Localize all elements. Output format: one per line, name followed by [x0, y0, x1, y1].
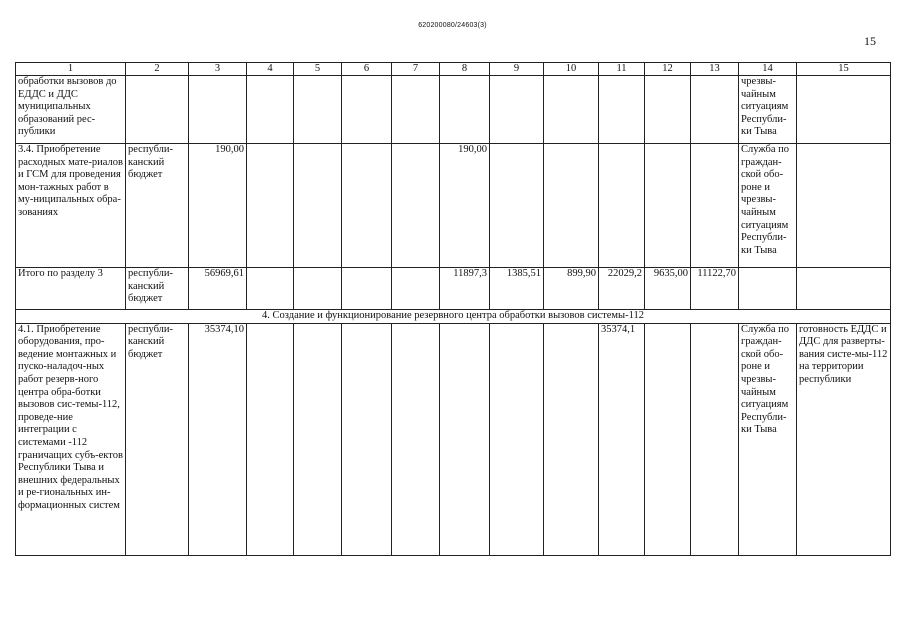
column-header: 12 [645, 63, 691, 76]
empty-cell [247, 144, 294, 268]
empty-cell [342, 323, 392, 555]
document-id: 620200080/24603(3) [418, 22, 487, 29]
amount-cell: 11122,70 [691, 268, 739, 310]
measure-cell: обработки вызовов до ЕДДС и ДДС муниципальных образований рес-публики [16, 76, 126, 144]
empty-cell [490, 323, 544, 555]
empty-cell [797, 268, 891, 310]
empty-cell [691, 76, 739, 144]
executor-cell: Служба по граждан-ской обо-роне и чрезвы-чайным ситуациям Республи-ки Тыва [739, 144, 797, 268]
amount-cell: 1385,51 [490, 268, 544, 310]
amount-cell: 35374,10 [189, 323, 247, 555]
column-header: 7 [392, 63, 440, 76]
column-header: 6 [342, 63, 392, 76]
empty-cell [691, 323, 739, 555]
empty-cell [392, 268, 440, 310]
empty-cell [126, 76, 189, 144]
empty-cell [247, 76, 294, 144]
empty-cell [392, 144, 440, 268]
empty-cell [797, 76, 891, 144]
measure-cell: 3.4. Приобретение расходных мате-риалов и ГСМ для проведения мон-тажных работ в му-ниципальных обра-зованиях [16, 144, 126, 268]
empty-cell [544, 144, 599, 268]
empty-cell [342, 144, 392, 268]
table-row [16, 323, 891, 555]
empty-cell [739, 268, 797, 310]
empty-cell [490, 76, 544, 144]
funding-source-cell: республи-канский бюджет [126, 323, 189, 555]
empty-cell [645, 323, 691, 555]
column-header: 13 [691, 63, 739, 76]
column-header: 14 [739, 63, 797, 76]
empty-cell [440, 76, 490, 144]
column-header: 8 [440, 63, 490, 76]
empty-cell [392, 323, 440, 555]
amount-cell: 899,90 [544, 268, 599, 310]
executor-cell: чрезвы-чайным ситуациям Республи-ки Тыва [739, 76, 797, 144]
total-label-cell: Итого по разделу 3 [16, 268, 126, 310]
empty-cell [294, 268, 342, 310]
column-header: 11 [599, 63, 645, 76]
amount-cell: 56969,61 [189, 268, 247, 310]
budget-table [15, 62, 891, 556]
empty-cell [544, 76, 599, 144]
column-header: 4 [247, 63, 294, 76]
column-header: 9 [490, 63, 544, 76]
empty-cell [342, 268, 392, 310]
empty-cell [294, 76, 342, 144]
amount-cell: 9635,00 [645, 268, 691, 310]
section-title: 4. Создание и функционирование резервного центра обработки вызовов системы-112 [16, 310, 891, 324]
empty-cell [797, 144, 891, 268]
result-cell: готовность ЕДДС и ДДС для разверты-вания систе-мы-112 на территории республики [797, 323, 891, 555]
amount-cell: 11897,3 [440, 268, 490, 310]
measure-cell: 4.1. Приобретение оборудования, про-ведение монтажных и пуско-наладоч-ных работ резерв-ного центра обра-ботки вызовов сис-темы-112, проведе-ние интеграции с системами -112 граничащих субъ-ектов Республики Тыва и внешних федеральных и ре-гиональных ин-формационных систем [16, 323, 126, 555]
empty-cell [294, 144, 342, 268]
table-row [16, 76, 891, 144]
executor-cell: Служба по граждан-ской обо-роне и чрезвы-чайным ситуациям Республи-ки Тыва [739, 323, 797, 555]
empty-cell [490, 144, 544, 268]
empty-cell [247, 268, 294, 310]
page-number: 15 [864, 34, 876, 48]
empty-cell [544, 323, 599, 555]
column-header: 15 [797, 63, 891, 76]
empty-cell [645, 76, 691, 144]
column-header: 3 [189, 63, 247, 76]
empty-cell [645, 144, 691, 268]
funding-source-cell: республи-канский бюджет [126, 144, 189, 268]
table-row [16, 144, 891, 268]
empty-cell [440, 323, 490, 555]
empty-cell [247, 323, 294, 555]
amount-cell: 190,00 [189, 144, 247, 268]
amount-cell: 190,00 [440, 144, 490, 268]
column-header: 10 [544, 63, 599, 76]
empty-cell [294, 323, 342, 555]
column-header: 1 [16, 63, 126, 76]
empty-cell [599, 76, 645, 144]
amount-cell: 35374,1 [599, 323, 645, 555]
table-row-total [16, 268, 891, 310]
column-header: 2 [126, 63, 189, 76]
section-header-row [16, 310, 891, 324]
empty-cell [342, 76, 392, 144]
column-number-row [16, 63, 891, 76]
empty-cell [599, 144, 645, 268]
empty-cell [392, 76, 440, 144]
empty-cell [189, 76, 247, 144]
empty-cell [691, 144, 739, 268]
column-header: 5 [294, 63, 342, 76]
funding-source-cell: республи-канский бюджет [126, 268, 189, 310]
amount-cell: 22029,2 [599, 268, 645, 310]
